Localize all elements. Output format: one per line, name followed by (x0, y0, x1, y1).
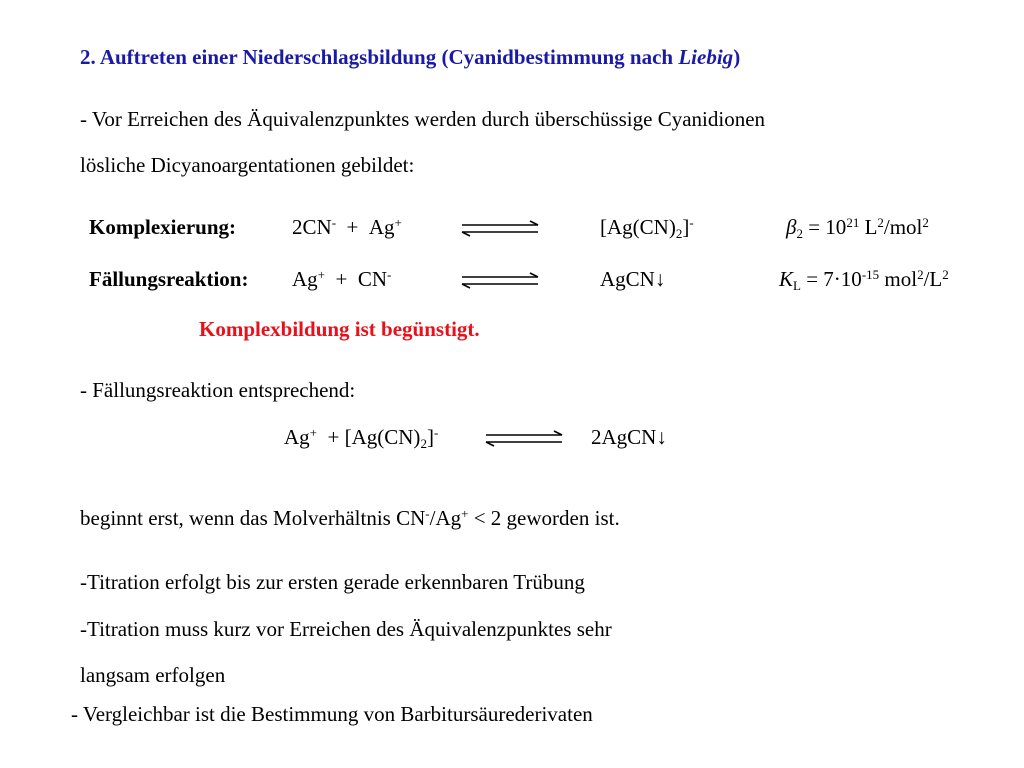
intro-line-1: - Vor Erreichen des Äquivalenzpunktes werden durch überschüssige Cyanidionen (80, 107, 766, 131)
beta-subscript: 2 (796, 226, 803, 241)
reaction-1-label: Komplexierung: (89, 215, 236, 239)
cn-charge: - (387, 267, 392, 282)
complex-close: ] (426, 425, 434, 449)
precipitation-intro: - Fällungsreaktion entsprechend: (80, 378, 356, 402)
condition-ag: /Ag (429, 506, 462, 530)
k-subscript: L (793, 278, 801, 293)
reaction-1-lhs (292, 215, 402, 239)
reaction-2-label: Fällungsreaktion: (89, 267, 249, 291)
reaction-3-product: 2AgCN↓ (591, 425, 667, 449)
unit-mol: /mol (883, 215, 923, 239)
complex-subscript: 2 (420, 436, 427, 451)
reaction-2-constant (779, 267, 949, 291)
reactant-cn: 2CN (292, 215, 332, 239)
unit-l: /L (923, 267, 943, 291)
plus-sign: + (335, 267, 348, 291)
condition-suffix: < 2 geworden ist. (468, 506, 620, 530)
beta-exponent: 21 (846, 215, 860, 230)
reaction-3-lhs (284, 425, 438, 449)
beta-symbol: β (786, 215, 797, 239)
complex-open: [Ag(CN) (600, 215, 676, 239)
complex-open: [Ag(CN) (344, 425, 421, 449)
reactant-cn: CN (357, 267, 388, 291)
k-symbol: K (779, 267, 794, 291)
complex-subscript: 2 (675, 226, 683, 241)
bullet-barbiturate: - Vergleichbar ist die Bestimmung von Barbitursäurederivaten (71, 702, 593, 726)
heading-italic-name: Liebig (678, 45, 734, 69)
ag-charge: + (309, 425, 318, 440)
highlight-note: Komplexbildung ist begünstigt. (199, 317, 480, 341)
unit-mol-exponent: 2 (917, 267, 924, 282)
cn-charge: - (425, 506, 430, 521)
ag-charge: + (317, 267, 326, 282)
reactant-ag: Ag (284, 425, 310, 449)
bullet-turbidity: -Titration erfolgt bis zur ersten gerade erkennbaren Trübung (80, 570, 585, 594)
reaction-1-constant (786, 215, 929, 239)
heading-text: 2. Auftreten einer Niederschlagsbildung (Cyanidbestimmung nach (80, 45, 679, 69)
complex-close: ] (682, 215, 690, 239)
reactant-ag: Ag (368, 215, 395, 239)
reaction-2-lhs (292, 267, 391, 291)
cn-charge: - (331, 215, 337, 230)
section-heading (80, 45, 740, 69)
unit-l: L (859, 215, 878, 239)
equilibrium-arrow-icon (460, 220, 542, 238)
bullet-slow-titration-continued: langsam erfolgen (80, 663, 226, 687)
plus-sign: + (346, 215, 359, 239)
reaction-2-product: AgCN↓ (600, 267, 666, 291)
unit-l-exponent: 2 (942, 267, 949, 282)
reaction-1-product (600, 215, 694, 239)
complex-charge: - (433, 425, 439, 440)
beta-value: = 10 (802, 215, 847, 239)
intro-line-2: lösliche Dicyanoargentationen gebildet: (80, 153, 415, 177)
k-value: = 7·10 (800, 267, 862, 291)
ag-charge: + (461, 506, 469, 521)
complex-charge: - (689, 215, 694, 230)
unit-mol: mol (879, 267, 918, 291)
ag-charge: + (394, 215, 402, 230)
unit-l-exponent: 2 (877, 215, 884, 230)
ratio-condition (80, 506, 620, 530)
heading-close-paren: ) (733, 45, 741, 69)
k-exponent: -15 (861, 267, 880, 282)
reactant-ag: Ag (292, 267, 318, 291)
condition-text: beginnt erst, wenn das Molverhältnis CN (80, 506, 426, 530)
bullet-slow-titration: -Titration muss kurz vor Erreichen des Äquivalenzpunktes sehr (80, 617, 612, 641)
plus-sign: + (327, 425, 340, 449)
equilibrium-arrow-icon (460, 272, 542, 290)
unit-mol-exponent: 2 (922, 215, 929, 230)
equilibrium-arrow-icon (484, 430, 566, 448)
